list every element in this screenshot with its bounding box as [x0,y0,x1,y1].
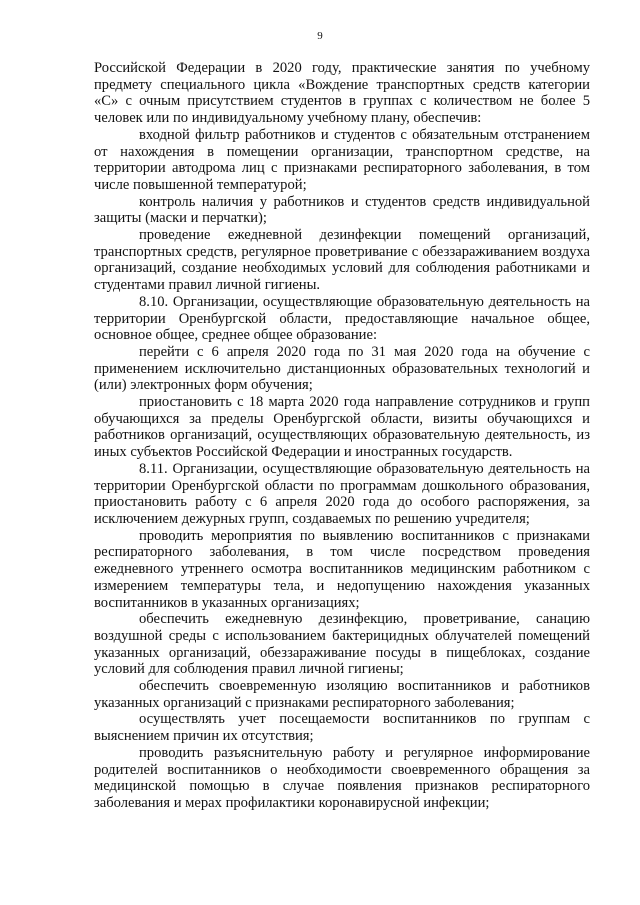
paragraph-suspend-trips: приостановить с 18 марта 2020 года направление сотрудников и групп обучающихся за пределы Оренбургской области, визиты обучающихся и работников организаций, осуществляющих образовательную деятельность, из иных субъектов Российской Федерации и иностранных государств. [94,394,590,461]
paragraph-entry-filter: входной фильтр работников и студентов с обязательным отстранением от нахождения в помещении организации, транспортном средстве, на территории автодрома лиц с признаками респираторного заболевания, в том числе повышенной температурой; [94,126,590,193]
paragraph-detect-illness: проводить мероприятия по выявлению воспитанников с признаками респираторного заболевания, в том числе посредством проведения ежедневного утреннего осмотра воспитанников медицинским работником с измерением температуры тела, и недопущению нахождения указанных воспитанников в указанных организациях; [94,527,590,611]
paragraph-attendance: осуществлять учет посещаемости воспитанников по группам с выяснением причин их отсутствия; [94,711,590,745]
paragraph-distance-learning: перейти с 6 апреля 2020 года по 31 мая 2020 года на обучение с применением исключительно дистанционных образовательных технологий и (или) электронных форм обучения; [94,343,590,394]
paragraph-isolation: обеспечить своевременную изоляцию воспитанников и работников указанных организаций с признаками респираторного заболевания; [94,678,590,711]
paragraph-daily-disinfection: обеспечить ежедневную дезинфекцию, проветривание, санацию воздушной среды с использованием бактерицидных облучателей помещений указанных организаций, обеззараживание посуды в пищеблоках, создание условий для соблюдения правил личной гигиены; [94,611,590,678]
paragraph-disinfection: проведение ежедневной дезинфекции помещений организаций, транспортных средств, регулярное проветривание с обеззараживанием воздуха организаций, создание необходимых условий для соблюдения работниками и студентами правил личной гигиены. [94,227,590,294]
paragraph-ppe-control: контроль наличия у работников и студентов средств индивидуальной защиты (маски и перчатки); [94,193,590,227]
paragraph-clause-8-11: 8.11. Организации, осуществляющие образовательную деятельность на территории Оренбургской области по программам дошкольного образования, приостановить работу с 6 апреля 2020 года до особого распоряжения, за исключением дежурных групп, создаваемых по решению учредителя; [94,460,590,527]
paragraph-clause-8-10: 8.10. Организации, осуществляющие образовательную деятельность на территории Оренбургской области, предоставляющие начальное общее, основное общее, среднее общее образование: [94,293,590,344]
paragraph-continuation: Российской Федерации в 2020 году, практические занятия по учебному предмету специального цикла «Вождение транспортных средств категории «С» с очным присутствием студентов в группах с количеством не более 5 человек или по индивидуальному учебному плану, обеспечив: [94,60,590,127]
document-body [94,60,590,812]
page-number: 9 [317,30,323,42]
paragraph-parent-info: проводить разъяснительную работу и регулярное информирование родителей воспитанников о необходимости своевременного обращения за медицинской помощью в случае появления признаков респираторного заболевания и мерах профилактики коронавирусной инфекции; [94,744,590,811]
